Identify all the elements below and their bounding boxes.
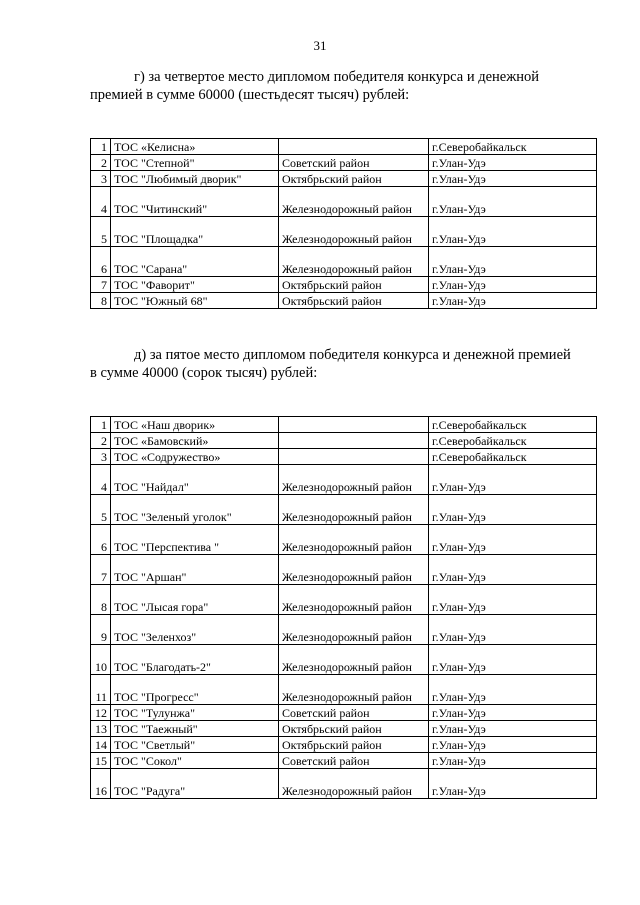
fifth-place-table (90, 416, 597, 799)
city-cell: г.Улан-Удэ (429, 753, 597, 769)
tos-name: ТОС "Таежный" (111, 721, 279, 737)
table-row (91, 525, 597, 555)
tos-name: ТОС "Площадка" (111, 217, 279, 247)
paragraph-line: г) за четвертое место дипломом победителя конкурса и денежной (134, 69, 540, 85)
city-cell: г.Улан-Удэ (429, 615, 597, 645)
row-number: 2 (91, 433, 111, 449)
row-number: 14 (91, 737, 111, 753)
tos-name: ТОС "Фаворит" (111, 277, 279, 293)
row-number: 16 (91, 769, 111, 799)
row-number: 10 (91, 645, 111, 675)
row-number: 5 (91, 217, 111, 247)
paragraph-line: в сумме 40000 (сорок тысяч) рублей: (90, 365, 318, 381)
city-cell: г.Северобайкальск (429, 139, 597, 155)
table-row (91, 615, 597, 645)
district-cell: Железнодорожный район (279, 525, 429, 555)
city-cell: г.Улан-Удэ (429, 721, 597, 737)
row-number: 5 (91, 495, 111, 525)
table-row (91, 769, 597, 799)
city-cell: г.Улан-Удэ (429, 495, 597, 525)
table-row (91, 247, 597, 277)
row-number: 1 (91, 417, 111, 433)
table-row (91, 187, 597, 217)
district-cell: Октябрьский район (279, 293, 429, 309)
row-number: 4 (91, 187, 111, 217)
city-cell: г.Улан-Удэ (429, 675, 597, 705)
tos-name: ТОС "Южный 68" (111, 293, 279, 309)
table-row (91, 449, 597, 465)
tos-name: ТОС "Найдал" (111, 465, 279, 495)
paragraph-line: премией в сумме 60000 (шестьдесят тысяч) рублей: (90, 87, 410, 103)
row-number: 1 (91, 139, 111, 155)
table-row (91, 675, 597, 705)
tos-name: ТОС "Степной" (111, 155, 279, 171)
district-cell: Железнодорожный район (279, 769, 429, 799)
tos-name: ТОС "Зеленхоз" (111, 615, 279, 645)
table-row (91, 277, 597, 293)
table-row (91, 155, 597, 171)
row-number: 13 (91, 721, 111, 737)
row-number: 7 (91, 555, 111, 585)
tos-name: ТОС "Читинский" (111, 187, 279, 217)
row-number: 6 (91, 525, 111, 555)
row-number: 7 (91, 277, 111, 293)
tos-name: ТОС "Сарана" (111, 247, 279, 277)
city-cell: г.Северобайкальск (429, 417, 597, 433)
district-cell: Октябрьский район (279, 721, 429, 737)
city-cell: г.Улан-Удэ (429, 277, 597, 293)
fourth-place-paragraph (90, 68, 596, 104)
tos-name: ТОС «Келисна» (111, 139, 279, 155)
city-cell: г.Северобайкальск (429, 433, 597, 449)
fourth-place-table (90, 138, 597, 309)
table-row (91, 293, 597, 309)
city-cell: г.Улан-Удэ (429, 769, 597, 799)
row-number: 2 (91, 155, 111, 171)
table-row (91, 171, 597, 187)
row-number: 4 (91, 465, 111, 495)
city-cell: г.Улан-Удэ (429, 247, 597, 277)
city-cell: г.Улан-Удэ (429, 187, 597, 217)
tos-name: ТОС «Бамовский» (111, 433, 279, 449)
city-cell: г.Улан-Удэ (429, 737, 597, 753)
city-cell: г.Улан-Удэ (429, 171, 597, 187)
district-cell: Железнодорожный район (279, 675, 429, 705)
page-number: 31 (313, 38, 327, 53)
district-cell: Октябрьский район (279, 277, 429, 293)
district-cell: Советский район (279, 705, 429, 721)
paragraph-line: д) за пятое место дипломом победителя конкурса и денежной премией (134, 347, 571, 363)
fifth-place-paragraph (90, 346, 596, 382)
district-cell: Железнодорожный район (279, 555, 429, 585)
district-cell (279, 433, 429, 449)
district-cell: Железнодорожный район (279, 187, 429, 217)
row-number: 8 (91, 293, 111, 309)
table-row (91, 705, 597, 721)
row-number: 11 (91, 675, 111, 705)
city-cell: г.Северобайкальск (429, 449, 597, 465)
city-cell: г.Улан-Удэ (429, 555, 597, 585)
district-cell: Железнодорожный район (279, 615, 429, 645)
city-cell: г.Улан-Удэ (429, 155, 597, 171)
table-row (91, 139, 597, 155)
row-number: 6 (91, 247, 111, 277)
district-cell: Октябрьский район (279, 171, 429, 187)
row-number: 8 (91, 585, 111, 615)
tos-name: ТОС "Любимый дворик" (111, 171, 279, 187)
district-cell: Железнодорожный район (279, 495, 429, 525)
district-cell: Железнодорожный район (279, 645, 429, 675)
table-row (91, 465, 597, 495)
row-number: 15 (91, 753, 111, 769)
table-row (91, 737, 597, 753)
table-row (91, 753, 597, 769)
tos-name: ТОС «Содружество» (111, 449, 279, 465)
tos-name: ТОС "Аршан" (111, 555, 279, 585)
tos-name: ТОС "Прогресс" (111, 675, 279, 705)
city-cell: г.Улан-Удэ (429, 293, 597, 309)
district-cell: Октябрьский район (279, 737, 429, 753)
table-row (91, 721, 597, 737)
table-row (91, 433, 597, 449)
row-number: 3 (91, 449, 111, 465)
district-cell: Железнодорожный район (279, 247, 429, 277)
table-row (91, 217, 597, 247)
row-number: 12 (91, 705, 111, 721)
city-cell: г.Улан-Удэ (429, 645, 597, 675)
tos-name: ТОС "Тулунжа" (111, 705, 279, 721)
district-cell: Железнодорожный район (279, 217, 429, 247)
row-number: 9 (91, 615, 111, 645)
city-cell: г.Улан-Удэ (429, 525, 597, 555)
district-cell: Железнодорожный район (279, 585, 429, 615)
district-cell (279, 139, 429, 155)
table-row (91, 417, 597, 433)
tos-name: ТОС "Радуга" (111, 769, 279, 799)
district-cell: Железнодорожный район (279, 465, 429, 495)
tos-name: ТОС "Зеленый уголок" (111, 495, 279, 525)
city-cell: г.Улан-Удэ (429, 465, 597, 495)
city-cell: г.Улан-Удэ (429, 585, 597, 615)
tos-name: ТОС "Лысая гора" (111, 585, 279, 615)
district-cell (279, 417, 429, 433)
tos-name: ТОС "Светлый" (111, 737, 279, 753)
tos-name: ТОС «Наш дворик» (111, 417, 279, 433)
district-cell (279, 449, 429, 465)
district-cell: Советский район (279, 753, 429, 769)
row-number: 3 (91, 171, 111, 187)
district-cell: Советский район (279, 155, 429, 171)
table-row (91, 495, 597, 525)
tos-name: ТОС "Благодать-2" (111, 645, 279, 675)
tos-name: ТОС "Сокол" (111, 753, 279, 769)
city-cell: г.Улан-Удэ (429, 217, 597, 247)
table-row (91, 555, 597, 585)
tos-name: ТОС "Перспектива " (111, 525, 279, 555)
table-row (91, 585, 597, 615)
table-row (91, 645, 597, 675)
city-cell: г.Улан-Удэ (429, 705, 597, 721)
